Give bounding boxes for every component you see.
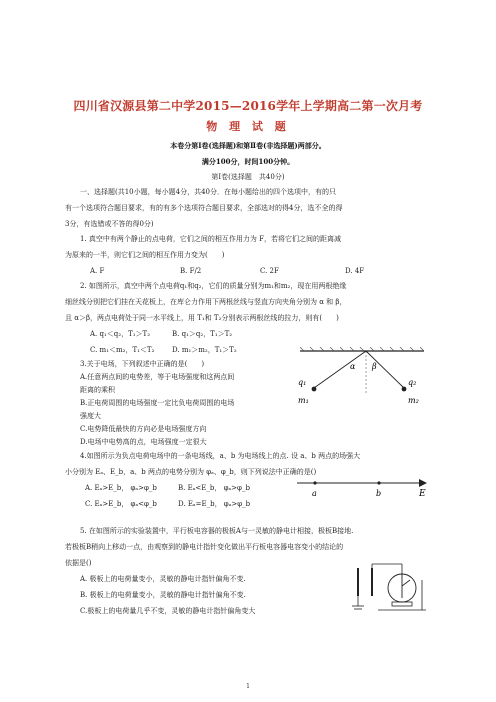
q1-label: q₁: [298, 378, 307, 387]
m1-label: m₁: [298, 396, 309, 405]
pendulum-figure: [290, 347, 430, 417]
arrow-right-icon: [419, 479, 427, 487]
q1-stem: 为原来的一半，则它们之间的相互作用力变为( ): [65, 251, 225, 259]
angle-beta-label: β: [372, 362, 377, 371]
q4-option-b: B. Eₐ<E_b， φₐ>φ_b: [178, 484, 250, 492]
q3-option: A.任意两点间的电势差，等于电场强度和这两点间: [80, 373, 235, 381]
intro-line: 有一个选项符合题目要求，有的有多个选项符合题目要求，全部选对的得4分，选不全的得: [65, 204, 343, 212]
field-e-label: E: [419, 489, 426, 499]
q2-option-a: A. q₁＜q₂，T₁＞T₂: [90, 330, 151, 338]
section-heading: 第Ⅰ卷(选择题 共40分): [211, 173, 285, 181]
q2-option-c: C. m₁＜m₂，T₁＜T₂: [90, 346, 155, 354]
q3-option: 距离的乘积: [80, 386, 115, 394]
page-number: 1: [246, 683, 250, 690]
q4-option-a: A. Eₐ>E_b， φₐ>φ_b: [85, 484, 157, 492]
q2-stem: 且 α＞β，两点电荷处于同一水平线上，用 T₁和 T₂分别表示两根丝线的拉力，则有( ): [65, 314, 339, 322]
q1-option-c: C. 2F: [260, 267, 279, 275]
charge-q1: [312, 387, 317, 392]
point-a-label: a: [312, 489, 317, 498]
m2-label: m₂: [408, 396, 419, 405]
q3-option: B.正电荷周围的电场强度一定比负电荷周围的电场: [80, 399, 235, 407]
q4-stem: 小分别为 Eₐ、E_b，a、b 两点的电势分别为 φₐ、φ_b，则下列说法中正确的是(): [65, 468, 317, 476]
exam-note-structure: 本卷分第Ⅰ卷(选择题)和第Ⅱ卷(非选择题)两部分。: [170, 141, 326, 150]
exam-subtitle: 物 理 试 题: [206, 120, 290, 133]
q3-stem: 3.关于电场，下列叙述中正确的是( ): [80, 360, 205, 368]
q1-option-a: A. F: [90, 267, 105, 275]
exam-title: 四川省汉源县第二中学2015—2016学年上学期高二第一次月考: [73, 99, 423, 113]
point-b-label: b: [376, 489, 382, 498]
q4-stem: 4.如图所示为负点电荷电场中的一条电场线，a、b 为电场线上的点. 设 a、b 两点的场强大: [80, 452, 361, 460]
q5-option-b: B. 极板上的电荷量变小，灵敏的静电计指针偏角不变.: [80, 591, 246, 599]
intro-line: 一、选择题(共10小题，每小题4分，共40分．在每小题给出的四个选项中，有的只: [80, 188, 336, 196]
q5-stem: 依据是(): [65, 559, 92, 567]
q3-option: D.电场中电势高的点，电场强度一定很大: [80, 438, 207, 446]
q2-label: q₂: [408, 378, 417, 387]
q2-stem: 细丝线分别把它们挂在天花板上，在库仑力作用下两根丝线与竖直方向夹角分别为 α 和 β，: [65, 298, 347, 306]
angle-alpha-label: α: [350, 362, 356, 371]
q5-option-a: A. 极板上的电荷量变小，灵敏的静电计指针偏角不变.: [80, 575, 246, 583]
q3-option: 强度大: [80, 412, 101, 420]
q5-option-c: C.极板上的电荷量几乎不变，灵敏的静电计指针偏角变大: [80, 607, 256, 615]
capacitor-apparatus-figure: [348, 560, 430, 614]
q4-option-c: C. Eₐ>E_b， φₐ<φ_b: [85, 500, 157, 508]
q4-option-d: D. Eₐ=E_b， φₐ>φ_b: [178, 500, 251, 508]
q1-option-d: D. 4F: [345, 267, 365, 275]
point-b: [377, 481, 380, 484]
q1-option-b: B. F/2: [180, 267, 202, 275]
exam-note-score: 满分100分，时间100分钟。: [201, 157, 295, 166]
point-a: [313, 481, 316, 484]
q5-stem: 5. 在如图所示的实验装置中，平行板电容器的极板A与一灵敏的静电计相接，极板B接地.: [80, 527, 354, 535]
q1-stem: 1. 真空中有两个静止的点电荷，它们之间的相互作用力为 F，若将它们之间的距离减: [80, 235, 341, 243]
q2-stem: 2. 如图所示，真空中两个点电荷q₁和q₂，它们的质量分别为m₁和m₂，现在用两根绝缘: [80, 282, 347, 290]
q5-stem: 若极板B稍向上移动一点，由观察到的静电计指针变化做出平行板电容器电容变小的结论的: [65, 543, 344, 551]
q2-option-d: D. m₁＞m₂，T₁＞T₂: [172, 346, 237, 354]
q2-option-b: B. q₁＞q₂，T₁＞T₂: [172, 330, 233, 338]
q3-option: C.电势降低最快的方向必是电场强度方向: [80, 425, 207, 433]
field-line-figure: [295, 473, 435, 501]
intro-line: 3分，有选错或不答的得0分): [65, 220, 154, 228]
charge-q2: [402, 387, 407, 392]
